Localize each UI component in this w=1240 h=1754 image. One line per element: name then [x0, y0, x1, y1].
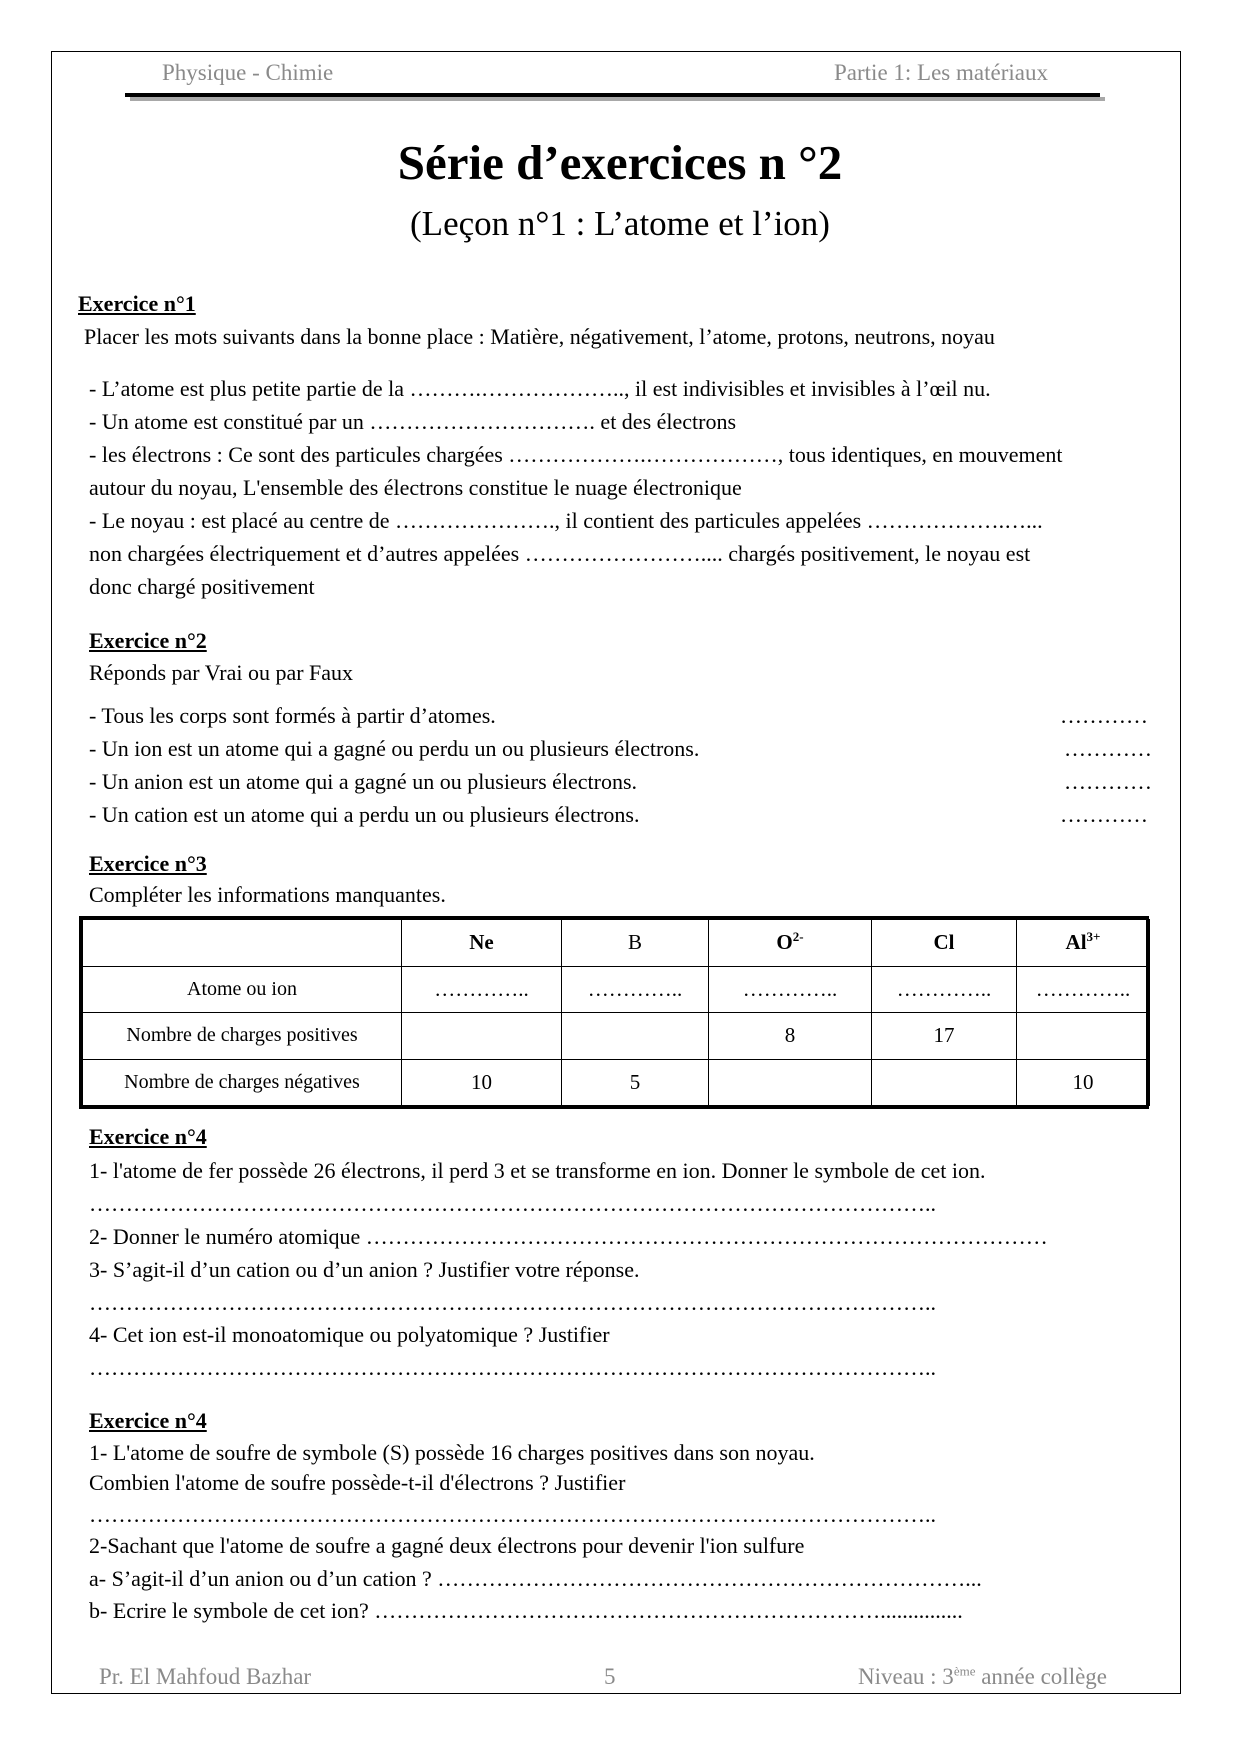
table-cell: …………..	[402, 966, 562, 1013]
footer-author: Pr. El Mahfoud Bazhar	[99, 1664, 312, 1689]
table-row-label: Atome ou ion	[83, 966, 402, 1013]
exercise-1-line: - Un atome est constitué par un …………………………. et des électrons	[89, 409, 737, 434]
exercise-2-title: Exercice n°2	[89, 628, 207, 653]
table-cell: 10	[402, 1059, 562, 1106]
table-cell	[1017, 1013, 1150, 1060]
exercise-5-line: Combien l'atome de soufre possède-t-il d'électrons ? Justifier	[89, 1470, 626, 1495]
table-header-row	[83, 920, 1150, 967]
exercise-3-table	[79, 916, 1149, 1109]
table-header-cell: Ne	[402, 920, 562, 967]
exercise-1-line: - les électrons : Ce sont des particules chargées ……………….………………, tous identiques, en mouvement	[89, 442, 1063, 467]
exercise-4-title: Exercice n°4	[89, 1124, 207, 1149]
table-cell: 17	[872, 1013, 1017, 1060]
exercise-1-line: donc chargé positivement	[89, 574, 315, 599]
table-cell: 5	[562, 1059, 709, 1106]
exercise-1-line: autour du noyau, L'ensemble des électrons constitue le nuage électronique	[89, 475, 742, 500]
exercise-1-title: Exercice n°1	[78, 291, 196, 316]
exercise-5-line: 2-Sachant que l'atome de soufre a gagné deux électrons pour devenir l'ion sulfure	[89, 1533, 805, 1558]
table-row	[83, 1059, 1150, 1106]
exercise-5-line: b- Ecrire le symbole de cet ion? ……………………………………………………………...............	[89, 1598, 963, 1623]
exercise-5-line: a- S’agit-il d’un anion ou d’un cation ? ………………………………………………………………...	[89, 1566, 982, 1591]
exercise-2-answer-blank: …………	[1064, 736, 1152, 761]
table-header-cell: B	[562, 920, 709, 967]
exercise-1-instruction: Placer les mots suivants dans la bonne place : Matière, négativement, l’atome, protons, neutrons, noyau	[84, 324, 995, 349]
table-cell	[402, 1013, 562, 1060]
exercise-5-title: Exercice n°4	[89, 1408, 207, 1433]
exercise-4-answer-line: ……………………………………………………………………………………………………..	[89, 1290, 936, 1315]
table-header-cell: $O^{2-}$	[709, 920, 872, 967]
exercise-3-instruction: Compléter les informations manquantes.	[89, 882, 446, 907]
exercise-2-answer-blank: …………	[1060, 802, 1148, 827]
page-subtitle: (Leçon n°1 : L’atome et l’ion)	[410, 204, 830, 243]
exercise-2-statement: - Un anion est un atome qui a gagné un ou plusieurs électrons.	[89, 769, 638, 794]
footer-page-number: 5	[604, 1664, 616, 1689]
table-row	[83, 966, 1150, 1013]
exercise-4-answer-line: ……………………………………………………………………………………………………..	[89, 1191, 936, 1216]
table-header-cell: Cl	[872, 920, 1017, 967]
table-cell: 8	[709, 1013, 872, 1060]
exercise-4-line: 2- Donner le numéro atomique …………………………………………………………………………………	[89, 1224, 1048, 1249]
table-cell: …………..	[709, 966, 872, 1013]
table-cell: 10	[1017, 1059, 1150, 1106]
header-subject: Physique - Chimie	[162, 60, 334, 85]
table-cell	[562, 1013, 709, 1060]
table-header-cell: $Al^{3+}$	[1017, 920, 1150, 967]
table-cell	[872, 1059, 1017, 1106]
table-row	[83, 1013, 1150, 1060]
table-corner-cell	[83, 920, 402, 967]
exercise-1-line: - L’atome est plus petite partie de la ……….……………….., il est indivisibles et invisibles à l’œil nu.	[89, 376, 991, 401]
exercise-2-answer-blank: …………	[1060, 703, 1148, 728]
exercise-2-answer-blank: …………	[1064, 769, 1152, 794]
exercise-2-statement: - Tous les corps sont formés à partir d’atomes.	[89, 703, 496, 728]
exercise-1-line: - Le noyau : est placé au centre de …………………., il contient des particules appelées ……………….…...	[89, 508, 1043, 533]
table-row-label: Nombre de charges négatives	[83, 1059, 402, 1106]
table-cell: …………..	[1017, 966, 1150, 1013]
exercise-4-line: 4- Cet ion est-il monoatomique ou polyatomique ? Justifier	[89, 1322, 610, 1347]
exercise-4-answer-line: ……………………………………………………………………………………………………..	[89, 1355, 936, 1380]
exercise-2-statement: - Un ion est un atome qui a gagné ou perdu un ou plusieurs électrons.	[89, 736, 700, 761]
footer-level: Niveau : 3ème année collège	[858, 1663, 1107, 1689]
exercise-5-line: 1- L'atome de soufre de symbole (S) possède 16 charges positives dans son noyau.	[89, 1440, 815, 1465]
exercise-2-statement: - Un cation est un atome qui a perdu un ou plusieurs électrons.	[89, 802, 640, 827]
exercise-5-answer-line: ……………………………………………………………………………………………………..	[89, 1502, 936, 1527]
header-part: Partie 1: Les matériaux	[834, 60, 1048, 85]
exercise-1-line: non chargées électriquement et d’autres appelées …………………….... chargés positivement, le noyau est	[89, 541, 1031, 566]
exercise-4-line: 3- S’agit-il d’un cation ou d’un anion ? Justifier votre réponse.	[89, 1257, 640, 1282]
table-cell: …………..	[872, 966, 1017, 1013]
header-rule	[125, 93, 1100, 97]
table-row-label: Nombre de charges positives	[83, 1013, 402, 1060]
exercise-3-title: Exercice n°3	[89, 851, 207, 876]
exercise-4-line: 1- l'atome de fer possède 26 électrons, il perd 3 et se transforme en ion. Donner le symbole de cet ion.	[89, 1158, 986, 1183]
table-cell: …………..	[562, 966, 709, 1013]
page-title: Série d’exercices n °2	[397, 135, 843, 190]
exercise-2-instruction: Réponds par Vrai ou par Faux	[89, 660, 354, 685]
table-cell	[709, 1059, 872, 1106]
